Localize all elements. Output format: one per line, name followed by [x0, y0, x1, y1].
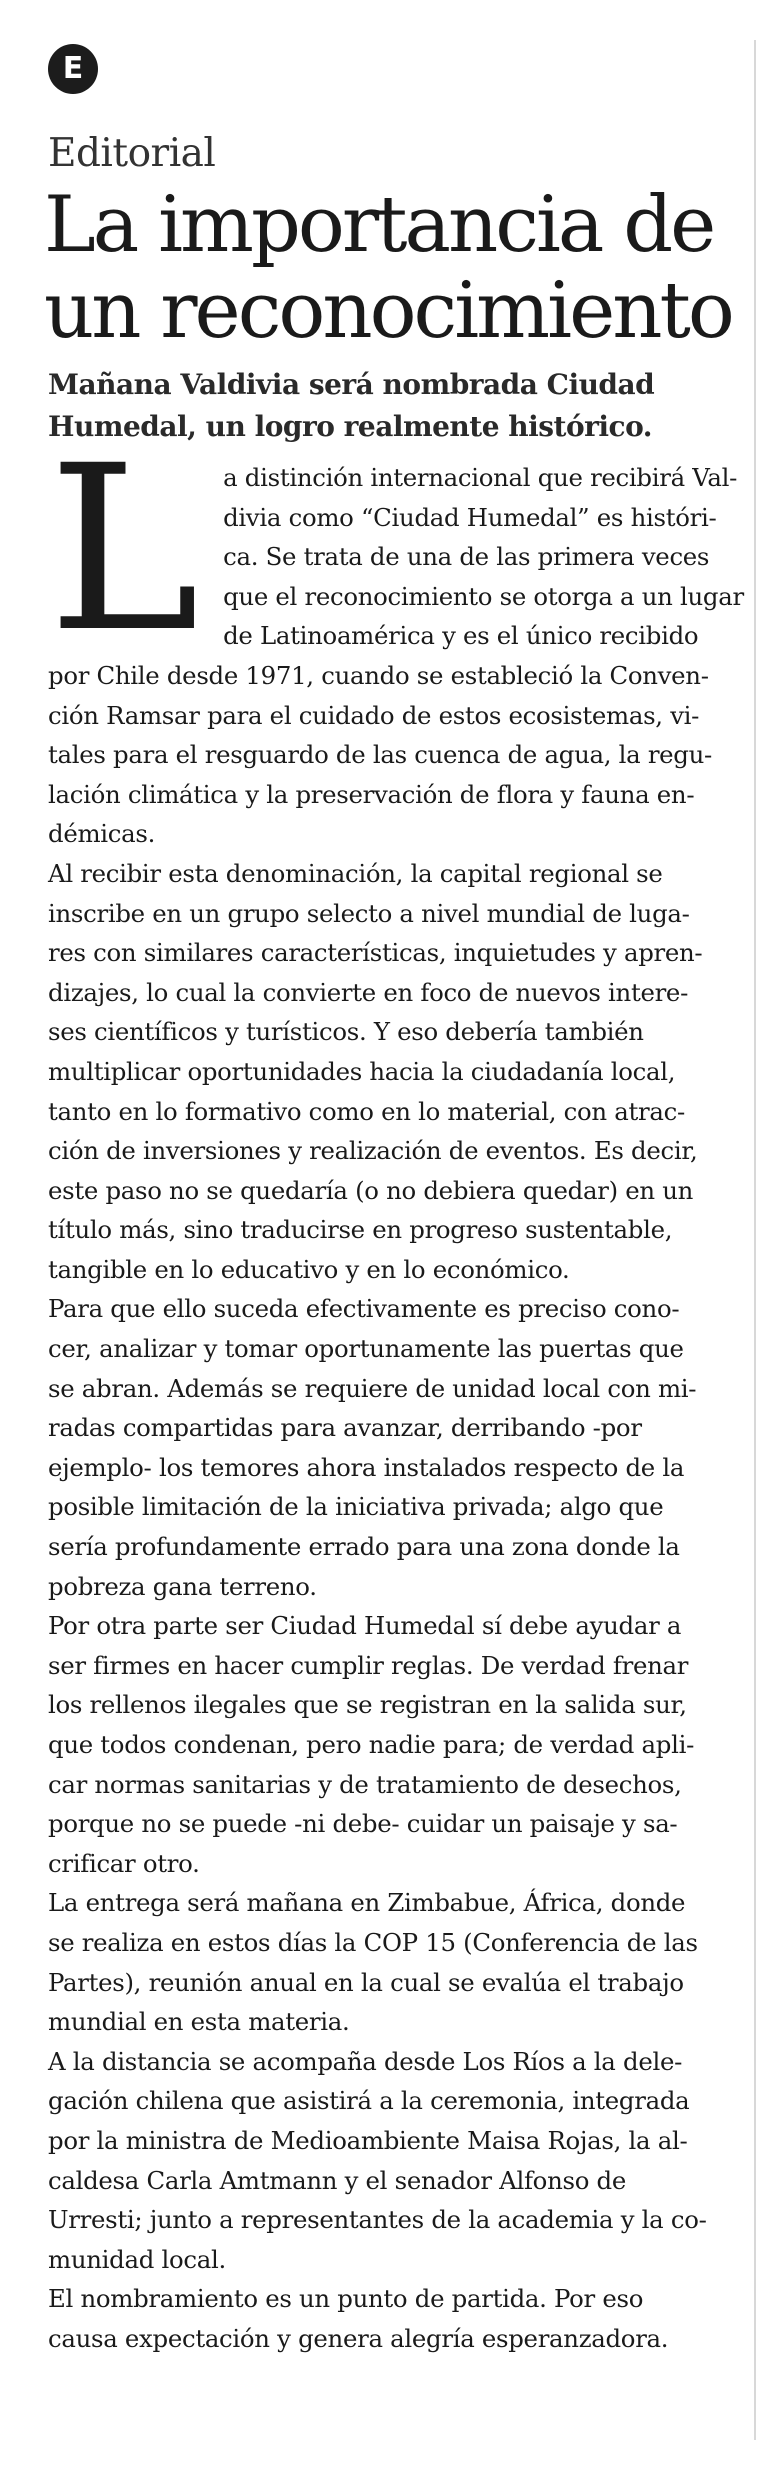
text-line: Al recibir esta denominación, la capital regional se — [48, 858, 663, 888]
text-line: Para que ello suceda efectivamente es preciso cono- — [48, 1294, 680, 1324]
text-line: Urresti; junto a representantes de la academia y la co- — [48, 2205, 707, 2235]
text-line: A la distancia se acompaña desde Los Ríos a la dele- — [48, 2046, 683, 2076]
text-line: pobreza gana terreno. — [48, 1571, 317, 1601]
section-label: Editorial — [48, 131, 216, 176]
text-line: lación climática y la preservación de flora y fauna en- — [48, 779, 695, 809]
text-line: ser firmes en hacer cumplir reglas. De verdad frenar — [48, 1650, 689, 1680]
text-line: que el reconocimiento se otorga a un lugar — [223, 581, 744, 611]
subheadline-line: Mañana Valdivia será nombrada Ciudad — [48, 368, 655, 401]
text-line: se abran. Además se requiere de unidad local con mi- — [48, 1373, 697, 1403]
text-line: Por otra parte ser Ciudad Humedal sí debe ayudar a — [48, 1611, 682, 1641]
text-line: cer, analizar y tomar oportunamente las puertas que — [48, 1334, 684, 1364]
subheadline-line: Humedal, un logro realmente histórico. — [48, 410, 653, 443]
drop-cap: L — [48, 416, 200, 682]
text-line: tangible en lo educativo y en lo económico. — [48, 1254, 570, 1284]
text-line: causa expectación y genera alegría esperanzadora. — [48, 2323, 669, 2353]
text-line: por Chile desde 1971, cuando se estableció la Conven- — [48, 660, 709, 690]
text-line: inscribe en un grupo selecto a nivel mundial de luga- — [48, 898, 690, 928]
text-line: Partes), reunión anual en la cual se evalúa el trabajo — [48, 1967, 684, 1997]
paragraph-2 — [48, 854, 720, 1290]
text-line: los rellenos ilegales que se registran en la salida sur, — [48, 1690, 687, 1720]
text-line: El nombramiento es un punto de partida. Por eso — [48, 2284, 644, 2314]
paragraph-3 — [48, 1289, 720, 1606]
text-line: ción Ramsar para el cuidado de estos ecosistemas, vi- — [48, 700, 700, 730]
text-line: mundial en esta materia. — [48, 2007, 350, 2037]
text-line: caldesa Carla Amtmann y el senador Alfonso de — [48, 2165, 626, 2195]
text-line: munidad local. — [48, 2244, 226, 2274]
headline-line: La importancia de — [44, 180, 714, 270]
text-line: car normas sanitarias y de tratamiento de desechos, — [48, 1769, 682, 1799]
text-line: multiplicar oportunidades hacia la ciudadanía local, — [48, 1056, 676, 1086]
headline-line: un reconocimiento — [44, 266, 732, 356]
text-line: ción de inversiones y realización de eventos. Es decir, — [48, 1136, 698, 1166]
paragraph-4 — [48, 1606, 720, 1883]
text-line: crificar otro. — [48, 1848, 200, 1878]
text-line: este paso no se quedaría (o no debiera quedar) en un — [48, 1175, 694, 1205]
text-line: a distinción internacional que recibirá Val- — [223, 463, 738, 492]
text-line: posible limitación de la iniciativa privada; algo que — [48, 1492, 664, 1522]
text-line: res con similares características, inquietudes y apren- — [48, 938, 703, 968]
paragraph-6 — [48, 2042, 720, 2280]
text-line: tanto en lo formativo como en lo material, con atrac- — [48, 1096, 685, 1126]
text-line: ca. Se trata de una de las primera veces — [223, 542, 710, 572]
text-line: La entrega será mañana en Zimbabue, África, donde — [48, 1888, 686, 1918]
headline — [44, 182, 744, 354]
text-line: dizajes, lo cual la convierte en foco de nuevos intere- — [48, 977, 689, 1007]
text-line: ejemplo- los temores ahora instalados respecto de la — [48, 1452, 685, 1482]
paragraph-5 — [48, 1883, 720, 2041]
text-line: ses científicos y turísticos. Y eso debería también — [48, 1017, 644, 1047]
text-line: divia como “Ciudad Humedal” es históri- — [223, 502, 717, 532]
text-line: démicas. — [48, 819, 156, 849]
text-line: sería profundamente errado para una zona donde la — [48, 1532, 680, 1562]
paragraph-7 — [48, 2279, 720, 2358]
text-line: gación chilena que asistirá a la ceremonia, integrada — [48, 2086, 690, 2116]
column-divider — [754, 40, 756, 2440]
text-line: de Latinoamérica y es el único recibido — [223, 621, 699, 651]
text-line: que todos condenan, pero nadie para; de verdad apli- — [48, 1730, 695, 1759]
text-line: por la ministra de Medioambiente Maisa Rojas, la al- — [48, 2125, 688, 2155]
text-line: porque no se puede -ni debe- cuidar un paisaje y sa- — [48, 1809, 678, 1839]
text-line: tales para el resguardo de las cuenca de agua, la regu- — [48, 740, 712, 770]
text-line: radas compartidas para avanzar, derribando -por — [48, 1413, 642, 1443]
text-line: se realiza en estos días la COP 15 (Conferencia de las — [48, 1927, 698, 1957]
section-badge: E — [48, 44, 98, 94]
text-line: título más, sino traducirse en progreso sustentable, — [48, 1215, 673, 1245]
